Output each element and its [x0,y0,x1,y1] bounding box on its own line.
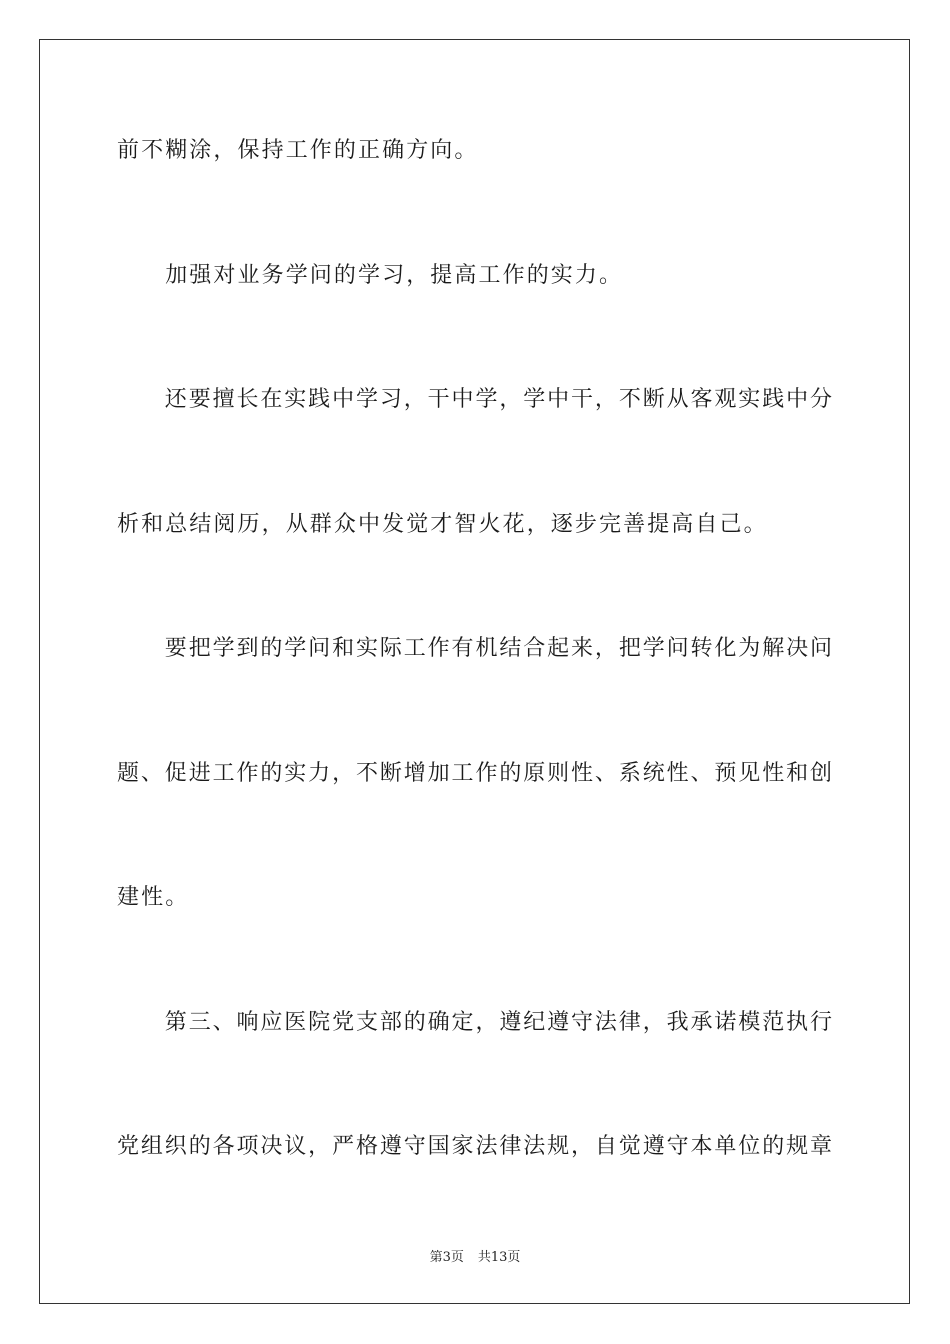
paragraph-line-2: 加强对业务学问的学习，提高工作的实力。 [117,263,624,288]
paragraph-line-8: 第三、响应医院党支部的确定，遵纪遵守法律，我承诺模范执行 [117,1010,832,1035]
paragraph-line-4: 析和总结阅历，从群众中发觉才智火花，逐步完善提高自己。 [117,512,768,537]
paragraph-line-6: 题、促进工作的实力，不断增加工作的原则性、系统性、预见性和创 [117,761,832,786]
paragraph-line-9: 党组织的各项决议，严格遵守国家法律法规，自觉遵守本单位的规章 [117,1134,832,1159]
paragraph-line-5: 要把学到的学问和实际工作有机结合起来，把学问转化为解决问 [117,636,832,661]
page-frame [39,39,910,1304]
page-number: 第3页 [429,1250,464,1265]
paragraph-line-7: 建性。 [117,885,190,910]
page-footer [0,1246,950,1265]
page-total: 共13页 [477,1250,521,1265]
paragraph-line-1: 前不糊涂，保持工作的正确方向。 [117,138,479,163]
paragraph-line-3: 还要擅长在实践中学习，干中学，学中干，不断从客观实践中分 [117,387,832,412]
